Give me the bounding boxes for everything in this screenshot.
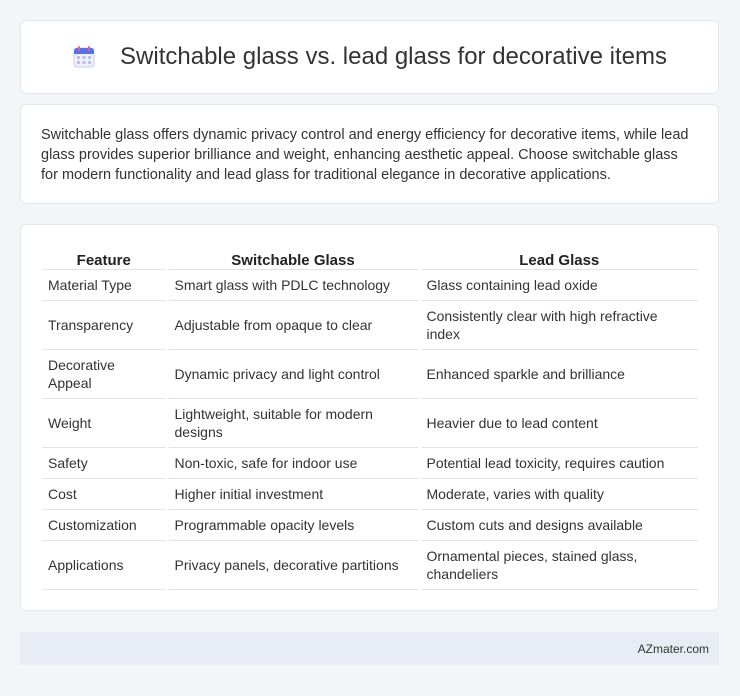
column-header-switchable-glass: Switchable Glass	[167, 247, 419, 269]
lead-glass-cell: Heavier due to lead content	[419, 398, 698, 447]
switchable-glass-cell: Privacy panels, decorative partitions	[167, 540, 419, 589]
feature-cell: Customization	[42, 509, 167, 540]
table-header-row	[42, 247, 698, 269]
switchable-glass-cell: Adjustable from opaque to clear	[167, 300, 419, 349]
switchable-glass-cell: Smart glass with PDLC technology	[167, 269, 419, 300]
lead-glass-cell: Ornamental pieces, stained glass, chandeliers	[419, 540, 698, 589]
summary-card	[20, 104, 719, 204]
feature-cell: Decorative Appeal	[42, 349, 167, 398]
lead-glass-cell: Moderate, varies with quality	[419, 478, 698, 509]
footer	[20, 632, 719, 665]
table-row	[42, 269, 698, 300]
lead-glass-cell: Enhanced sparkle and brilliance	[419, 349, 698, 398]
title-card	[20, 20, 719, 94]
feature-cell: Material Type	[42, 269, 167, 300]
comparison-table-card	[20, 224, 719, 611]
calendar-icon	[72, 45, 96, 69]
lead-glass-cell: Potential lead toxicity, requires caution	[419, 447, 698, 478]
feature-cell: Applications	[42, 540, 167, 589]
column-header-lead-glass: Lead Glass	[419, 247, 698, 269]
table-row	[42, 349, 698, 398]
switchable-glass-cell: Non-toxic, safe for indoor use	[167, 447, 419, 478]
comparison-table	[42, 247, 698, 590]
table-row	[42, 478, 698, 509]
table-row	[42, 398, 698, 447]
switchable-glass-cell: Higher initial investment	[167, 478, 419, 509]
table-row	[42, 540, 698, 589]
lead-glass-cell: Consistently clear with high refractive index	[419, 300, 698, 349]
lead-glass-cell: Custom cuts and designs available	[419, 509, 698, 540]
feature-cell: Safety	[42, 447, 167, 478]
switchable-glass-cell: Dynamic privacy and light control	[167, 349, 419, 398]
table-row	[42, 447, 698, 478]
switchable-glass-cell: Programmable opacity levels	[167, 509, 419, 540]
lead-glass-cell: Glass containing lead oxide	[419, 269, 698, 300]
feature-cell: Transparency	[42, 300, 167, 349]
column-header-feature: Feature	[42, 247, 167, 269]
footer-brand: AZmater.com	[637, 641, 709, 656]
summary-text: Switchable glass offers dynamic privacy control and energy efficiency for decorative items, while lead glass provides superior brilliance and weight, enhancing aesthetic appeal. Choose switchable glass for modern functionality and lead glass for traditional elegance in decorative applications.	[41, 127, 689, 183]
table-row	[42, 300, 698, 349]
feature-cell: Cost	[42, 478, 167, 509]
table-row	[42, 509, 698, 540]
feature-cell: Weight	[42, 398, 167, 447]
switchable-glass-cell: Lightweight, suitable for modern designs	[167, 398, 419, 447]
page-title: Switchable glass vs. lead glass for decorative items	[120, 43, 667, 70]
